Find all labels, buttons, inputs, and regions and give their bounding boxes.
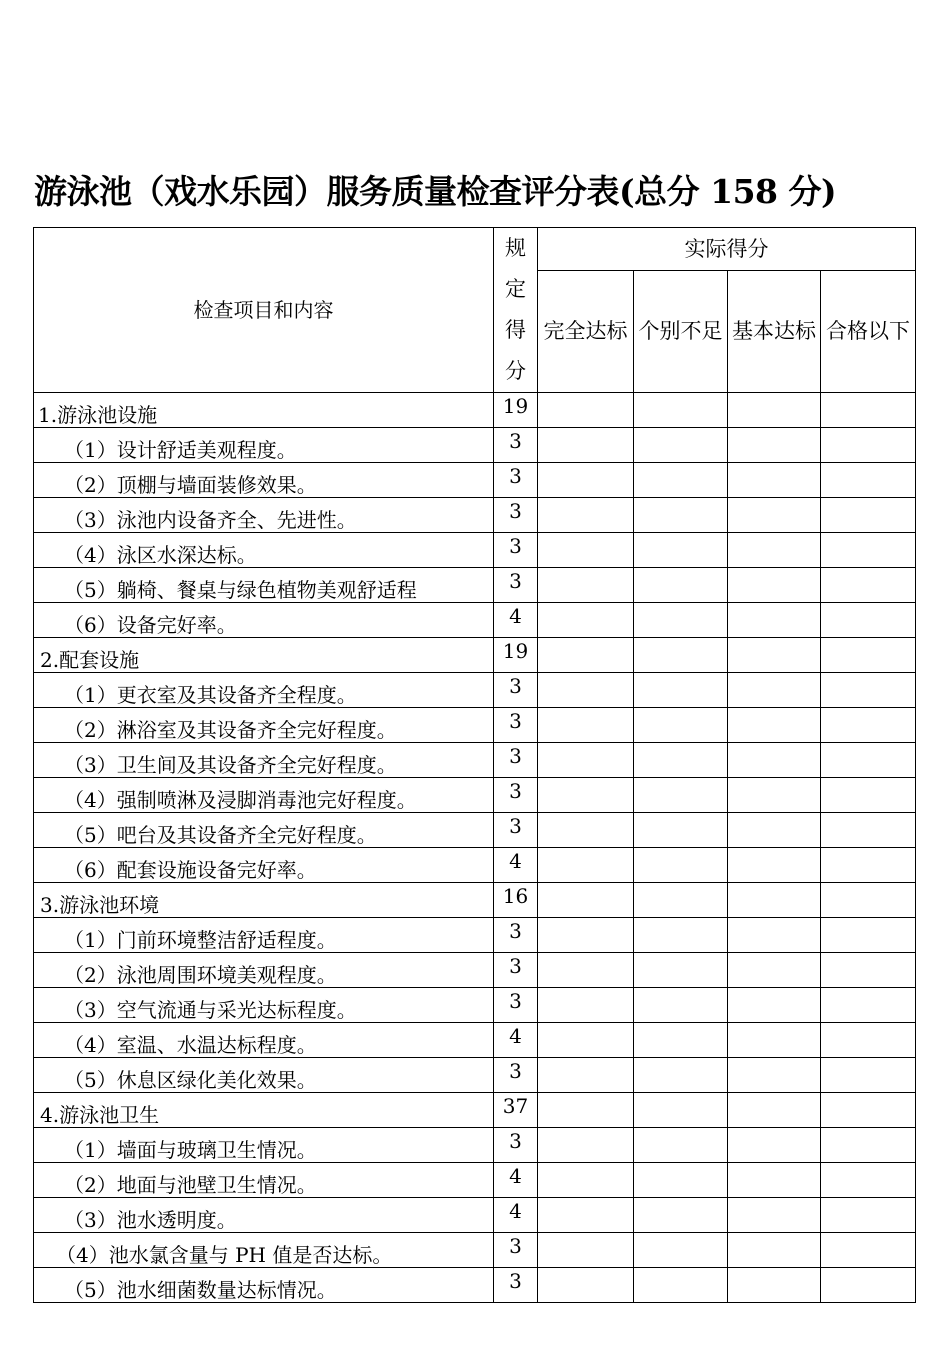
table-row <box>34 743 916 778</box>
table-row <box>34 1198 916 1233</box>
item-column-header: 检查项目和内容 <box>34 228 494 393</box>
grade-cell-below[interactable] <box>821 988 916 1023</box>
grade-cell-full[interactable] <box>538 1128 634 1163</box>
specified-score: 3 <box>494 708 538 743</box>
specified-score: 3 <box>494 743 538 778</box>
grade-cell-basic[interactable] <box>728 603 821 638</box>
specified-score: 3 <box>494 918 538 953</box>
specified-score: 3 <box>494 1128 538 1163</box>
specified-score: 4 <box>494 1198 538 1233</box>
specified-score: 3 <box>494 568 538 603</box>
specified-score: 3 <box>494 428 538 463</box>
grade-header-full: 完全达标 <box>538 270 634 392</box>
check-item: （1）墙面与玻璃卫生情况。 <box>34 1128 494 1163</box>
specified-score: 3 <box>494 1268 538 1303</box>
table-row <box>34 568 916 603</box>
table-row <box>34 603 916 638</box>
grade-cell-basic[interactable] <box>728 1023 821 1058</box>
grade-cell-basic[interactable] <box>728 498 821 533</box>
grade-cell-below[interactable] <box>821 1093 916 1128</box>
grade-cell-basic[interactable] <box>728 918 821 953</box>
check-item: （2）淋浴室及其设备齐全完好程度。 <box>34 708 494 743</box>
specified-score: 3 <box>494 813 538 848</box>
grade-cell-basic[interactable] <box>728 1058 821 1093</box>
grade-cell-basic[interactable] <box>728 953 821 988</box>
table-row <box>34 1233 916 1268</box>
grade-cell-below[interactable] <box>821 708 916 743</box>
specified-score: 19 <box>494 393 538 428</box>
grade-cell-basic[interactable] <box>728 848 821 883</box>
grade-cell-full[interactable] <box>538 1163 634 1198</box>
grade-cell-full[interactable] <box>538 918 634 953</box>
grade-cell-partial[interactable] <box>634 603 728 638</box>
check-item: （5）池水细菌数量达标情况。 <box>34 1268 494 1303</box>
grade-cell-partial[interactable] <box>634 743 728 778</box>
grade-cell-full[interactable] <box>538 743 634 778</box>
check-item: （4）强制喷淋及浸脚消毒池完好程度。 <box>34 778 494 813</box>
check-item: （2）顶棚与墙面装修效果。 <box>34 463 494 498</box>
table-row <box>34 778 916 813</box>
grade-cell-partial[interactable] <box>634 393 728 428</box>
grade-header-below: 合格以下 <box>821 270 916 392</box>
grade-header-partial: 个别不足 <box>634 270 728 392</box>
check-item: （4）室温、水温达标程度。 <box>34 1023 494 1058</box>
grade-cell-basic[interactable] <box>728 428 821 463</box>
section-item: 4.游泳池卫生 <box>34 1093 494 1128</box>
grade-cell-full[interactable] <box>538 848 634 883</box>
specified-score: 3 <box>494 1058 538 1093</box>
specified-score: 3 <box>494 673 538 708</box>
page-title: 游泳池（戏水乐园）服务质量检查评分表(总分 158 分) <box>34 172 837 211</box>
check-item: （1）设计舒适美观程度。 <box>34 428 494 463</box>
grade-cell-partial[interactable] <box>634 568 728 603</box>
grade-cell-basic[interactable] <box>728 1268 821 1303</box>
grade-cell-basic[interactable] <box>728 568 821 603</box>
check-item: （3）卫生间及其设备齐全完好程度。 <box>34 743 494 778</box>
grade-cell-basic[interactable] <box>728 778 821 813</box>
grade-cell-partial[interactable] <box>634 1058 728 1093</box>
grade-cell-basic[interactable] <box>728 988 821 1023</box>
grade-cell-full[interactable] <box>538 1233 634 1268</box>
grade-cell-full[interactable] <box>538 638 634 673</box>
grade-cell-below[interactable] <box>821 953 916 988</box>
grade-cell-full[interactable] <box>538 393 634 428</box>
table-row <box>34 708 916 743</box>
grade-cell-below[interactable] <box>821 428 916 463</box>
grade-cell-partial[interactable] <box>634 1128 728 1163</box>
grade-cell-full[interactable] <box>538 533 634 568</box>
check-item: （1）更衣室及其设备齐全程度。 <box>34 673 494 708</box>
specified-score: 3 <box>494 778 538 813</box>
grade-cell-below[interactable] <box>821 673 916 708</box>
grade-cell-partial[interactable] <box>634 953 728 988</box>
grade-header-basic: 基本达标 <box>728 270 821 392</box>
grade-cell-basic[interactable] <box>728 393 821 428</box>
grade-cell-basic[interactable] <box>728 813 821 848</box>
table-row <box>34 953 916 988</box>
grade-cell-full[interactable] <box>538 463 634 498</box>
grade-cell-below[interactable] <box>821 813 916 848</box>
table-row <box>34 1058 916 1093</box>
grade-cell-partial[interactable] <box>634 463 728 498</box>
specified-score: 3 <box>494 1233 538 1268</box>
grade-cell-partial[interactable] <box>634 533 728 568</box>
grade-cell-basic[interactable] <box>728 533 821 568</box>
grade-cell-full[interactable] <box>538 1058 634 1093</box>
grade-cell-basic[interactable] <box>728 708 821 743</box>
grade-cell-basic[interactable] <box>728 463 821 498</box>
grade-cell-full[interactable] <box>538 673 634 708</box>
score-header-char: 规 <box>505 236 526 260</box>
table-row <box>34 988 916 1023</box>
grade-cell-below[interactable] <box>821 1268 916 1303</box>
grade-cell-basic[interactable] <box>728 883 821 918</box>
grade-cell-below[interactable] <box>821 603 916 638</box>
check-item: （3）泳池内设备齐全、先进性。 <box>34 498 494 533</box>
check-item: （2）泳池周围环境美观程度。 <box>34 953 494 988</box>
grade-cell-full[interactable] <box>538 953 634 988</box>
grade-cell-partial[interactable] <box>634 988 728 1023</box>
grade-cell-below[interactable] <box>821 498 916 533</box>
grade-cell-partial[interactable] <box>634 708 728 743</box>
grade-cell-full[interactable] <box>538 1023 634 1058</box>
table-row <box>34 463 916 498</box>
grade-cell-basic[interactable] <box>728 1198 821 1233</box>
check-item: （3）池水透明度。 <box>34 1198 494 1233</box>
grade-cell-below[interactable] <box>821 393 916 428</box>
check-item: （2）地面与池壁卫生情况。 <box>34 1163 494 1198</box>
check-item: （5）躺椅、餐桌与绿色植物美观舒适程 <box>34 568 494 603</box>
grade-cell-below[interactable] <box>821 463 916 498</box>
grade-cell-below[interactable] <box>821 568 916 603</box>
specified-score: 3 <box>494 463 538 498</box>
score-header-char: 定 <box>505 277 526 301</box>
grade-cell-full[interactable] <box>538 778 634 813</box>
grade-cell-partial[interactable] <box>634 813 728 848</box>
grade-cell-below[interactable] <box>821 918 916 953</box>
grade-cell-basic[interactable] <box>728 1233 821 1268</box>
specified-score: 37 <box>494 1093 538 1128</box>
grade-cell-below[interactable] <box>821 638 916 673</box>
grade-cell-basic[interactable] <box>728 638 821 673</box>
grade-cell-partial[interactable] <box>634 1093 728 1128</box>
table-row <box>34 1163 916 1198</box>
grade-cell-full[interactable] <box>538 1198 634 1233</box>
grade-cell-full[interactable] <box>538 1093 634 1128</box>
table-row <box>34 848 916 883</box>
specified-score: 3 <box>494 953 538 988</box>
specified-score: 4 <box>494 1023 538 1058</box>
grade-cell-partial[interactable] <box>634 1023 728 1058</box>
table-row <box>34 1093 916 1128</box>
section-item: 2.配套设施 <box>34 638 494 673</box>
grade-cell-below[interactable] <box>821 1023 916 1058</box>
check-item: （1）门前环境整洁舒适程度。 <box>34 918 494 953</box>
specified-score: 3 <box>494 498 538 533</box>
grade-cell-basic[interactable] <box>728 1128 821 1163</box>
grade-cell-partial[interactable] <box>634 883 728 918</box>
grade-cell-partial[interactable] <box>634 778 728 813</box>
score-header-char: 得 <box>505 318 526 342</box>
score-column-header <box>494 228 538 393</box>
table-row <box>34 918 916 953</box>
grade-cell-basic[interactable] <box>728 673 821 708</box>
grade-cell-below[interactable] <box>821 1128 916 1163</box>
grade-cell-basic[interactable] <box>728 1163 821 1198</box>
grade-cell-below[interactable] <box>821 533 916 568</box>
grade-cell-below[interactable] <box>821 778 916 813</box>
grade-cell-partial[interactable] <box>634 848 728 883</box>
specified-score: 4 <box>494 1163 538 1198</box>
score-table <box>33 227 916 1303</box>
score-header-char: 分 <box>505 359 526 383</box>
grade-cell-partial[interactable] <box>634 918 728 953</box>
grade-cell-full[interactable] <box>538 1268 634 1303</box>
grade-cell-partial[interactable] <box>634 1268 728 1303</box>
table-row <box>34 638 916 673</box>
check-item: （3）空气流通与采光达标程度。 <box>34 988 494 1023</box>
table-row <box>34 1128 916 1163</box>
grade-cell-below[interactable] <box>821 848 916 883</box>
table-row <box>34 498 916 533</box>
specified-score: 4 <box>494 848 538 883</box>
specified-score: 16 <box>494 883 538 918</box>
actual-score-header: 实际得分 <box>538 228 916 271</box>
grade-cell-basic[interactable] <box>728 1093 821 1128</box>
grade-cell-full[interactable] <box>538 708 634 743</box>
specified-score: 4 <box>494 603 538 638</box>
specified-score: 19 <box>494 638 538 673</box>
grade-cell-full[interactable] <box>538 603 634 638</box>
grade-cell-below[interactable] <box>821 883 916 918</box>
table-row <box>34 1023 916 1058</box>
grade-cell-below[interactable] <box>821 743 916 778</box>
table-row <box>34 883 916 918</box>
check-item: （4）池水氯含量与 PH 值是否达标。 <box>34 1233 494 1268</box>
grade-cell-partial[interactable] <box>634 428 728 463</box>
grade-cell-full[interactable] <box>538 568 634 603</box>
grade-cell-partial[interactable] <box>634 498 728 533</box>
check-item: （5）吧台及其设备齐全完好程度。 <box>34 813 494 848</box>
grade-cell-full[interactable] <box>538 988 634 1023</box>
grade-cell-full[interactable] <box>538 428 634 463</box>
specified-score: 3 <box>494 988 538 1023</box>
grade-cell-full[interactable] <box>538 883 634 918</box>
check-item: （4）泳区水深达标。 <box>34 533 494 568</box>
table-row <box>34 673 916 708</box>
grade-cell-partial[interactable] <box>634 638 728 673</box>
specified-score: 3 <box>494 533 538 568</box>
table-row <box>34 393 916 428</box>
grade-cell-below[interactable] <box>821 1198 916 1233</box>
table-row <box>34 428 916 463</box>
grade-cell-full[interactable] <box>538 498 634 533</box>
grade-cell-below[interactable] <box>821 1058 916 1093</box>
section-item: 3.游泳池环境 <box>34 883 494 918</box>
grade-cell-full[interactable] <box>538 813 634 848</box>
grade-cell-basic[interactable] <box>728 743 821 778</box>
table-row <box>34 533 916 568</box>
grade-cell-partial[interactable] <box>634 1233 728 1268</box>
grade-cell-below[interactable] <box>821 1163 916 1198</box>
check-item: （5）休息区绿化美化效果。 <box>34 1058 494 1093</box>
grade-cell-partial[interactable] <box>634 673 728 708</box>
section-item: 1.游泳池设施 <box>34 393 494 428</box>
check-item: （6）配套设施设备完好率。 <box>34 848 494 883</box>
grade-cell-partial[interactable] <box>634 1163 728 1198</box>
table-row <box>34 1268 916 1303</box>
grade-cell-partial[interactable] <box>634 1198 728 1233</box>
check-item: （6）设备完好率。 <box>34 603 494 638</box>
grade-cell-below[interactable] <box>821 1233 916 1268</box>
table-row <box>34 813 916 848</box>
